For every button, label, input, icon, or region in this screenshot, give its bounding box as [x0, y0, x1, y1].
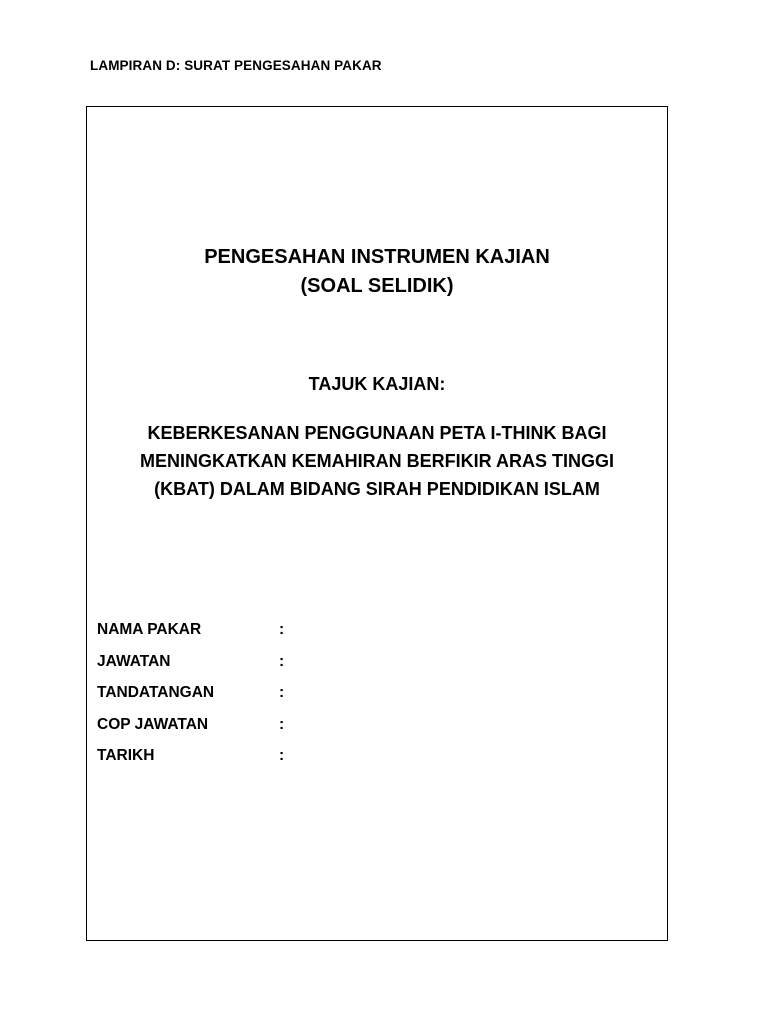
field-label: NAMA PAKAR: [97, 621, 202, 638]
field-row-tandatangan: [97, 682, 497, 714]
expert-details-form: [97, 619, 497, 777]
field-separator: :: [279, 747, 285, 764]
subject-line: (KBAT) DALAM BIDANG SIRAH PENDIDIKAN ISLAM: [154, 479, 600, 499]
title-line: PENGESAHAN INSTRUMEN KAJIAN: [204, 246, 550, 268]
field-row-cop-jawatan: [97, 714, 497, 746]
field-separator: :: [279, 652, 285, 670]
document-frame: [86, 106, 668, 941]
field-row-jawatan: [97, 651, 497, 683]
subject-text: [87, 419, 667, 503]
field-label: TANDATANGAN: [97, 684, 215, 701]
field-separator: :: [279, 715, 285, 733]
subject-line: KEBERKESANAN PENGGUNAAN PETA I-THINK BAGI: [147, 423, 607, 443]
field-label: JAWATAN: [97, 652, 171, 670]
field-label: COP JAWATAN: [97, 715, 209, 733]
field-row-tarikh: [97, 745, 497, 777]
appendix-header: LAMPIRAN D: SURAT PENGESAHAN PAKAR: [90, 58, 382, 73]
subject-line: MENINGKATKAN KEMAHIRAN BERFIKIR ARAS TINGGI: [140, 451, 614, 471]
title-line: (SOAL SELIDIK): [300, 275, 454, 297]
document-title: [87, 243, 667, 301]
subject-label: TAJUK KAJIAN:: [308, 374, 446, 394]
field-label: TARIKH: [97, 747, 155, 764]
field-row-nama-pakar: [97, 619, 497, 651]
field-separator: :: [279, 684, 285, 701]
field-separator: :: [279, 621, 285, 638]
